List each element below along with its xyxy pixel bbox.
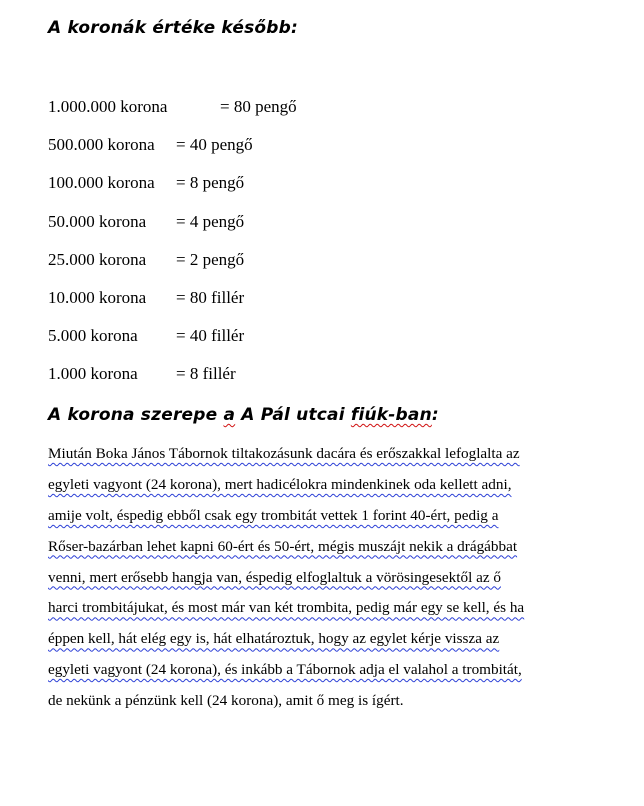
rate-row: [48, 363, 297, 401]
heading-korona-role: [48, 405, 439, 425]
paragraph-line-text: harci trombitájukat, és most már van két trombita, pedig már egy se kell, és ha: [48, 599, 525, 617]
paragraph-line: [48, 537, 608, 568]
rate-amount: 10.000 korona: [48, 287, 147, 307]
rate-row: [48, 211, 297, 249]
rate-amount: 1.000 korona: [48, 364, 138, 384]
rate-equals: = 80 pengő: [220, 97, 297, 116]
paragraph-line: [48, 629, 608, 660]
rate-row: [48, 134, 297, 172]
rate-equals: = 4 pengő: [176, 211, 245, 231]
paragraph-line-text: Miután Boka János Tábornok tiltakozásunk dacára és erőszakkal lefoglalta az: [48, 445, 520, 462]
heading-part-flagged: fiúk-ban: [350, 405, 432, 425]
heading-part-flagged: a: [223, 405, 236, 425]
paragraph-line: [48, 691, 608, 722]
paragraph-line-text: amije volt, éspedig ebből csak egy trombitát vettek 1 forint 40-ért, pedig a: [48, 506, 499, 524]
rate-row: [48, 96, 297, 134]
paragraph-line: [48, 660, 608, 691]
paragraph-line: [48, 475, 608, 506]
rate-row: [48, 287, 297, 325]
rate-equals: = 8 fillér: [176, 364, 236, 384]
rate-equals: = 8 pengő: [176, 173, 245, 193]
exchange-rate-list: [48, 96, 297, 402]
rate-amount: 500.000 korona: [48, 135, 155, 155]
story-paragraph: [48, 444, 608, 722]
paragraph-line: [48, 568, 608, 599]
paragraph-line: [48, 598, 608, 629]
paragraph-line: [48, 444, 608, 475]
heading-later-values: A koronák értéke később:: [48, 18, 298, 38]
rate-equals: = 2 pengő: [176, 249, 245, 269]
rate-amount: 50.000 korona: [48, 211, 147, 231]
rate-row: [48, 325, 297, 363]
paragraph-line: [48, 506, 608, 537]
heading-part: :: [431, 405, 439, 425]
heading-part: A korona szerepe: [48, 405, 224, 425]
rate-amount: 100.000 korona: [48, 173, 155, 193]
paragraph-line-text: Rőser-bazárban lehet kapni 60-ért és 50-ért, mégis muszájt nekik a drágábbat: [48, 537, 518, 555]
paragraph-line-text: de nekünk a pénzünk kell (24 korona), amit ő meg is ígért.: [48, 692, 404, 710]
rate-equals: = 40 fillér: [176, 326, 245, 346]
paragraph-line-text: egyleti vagyont (24 korona), és inkább a Tábornok adja el valahol a trombitát,: [48, 661, 522, 679]
rate-amount: 1.000.000 korona: [48, 97, 168, 116]
rate-row: [48, 172, 297, 210]
rate-amount: 25.000 korona: [48, 249, 147, 269]
paragraph-line-text: éppen kell, hát elég egy is, hát elhatároztuk, hogy az egylet kérje vissza az: [48, 630, 500, 648]
rate-amount: 5.000 korona: [48, 326, 138, 346]
paragraph-line-text: venni, mert erősebb hangja van, éspedig elfoglaltuk a vörösingesektől az ő: [48, 568, 501, 586]
heading-part: A Pál utcai: [235, 405, 351, 425]
paragraph-line-text: egyleti vagyont (24 korona), mert hadicélokra mindenkinek oda kellett adni,: [48, 475, 512, 493]
rate-equals: = 40 pengő: [176, 135, 253, 155]
rate-row: [48, 249, 297, 287]
rate-equals: = 80 fillér: [176, 287, 245, 307]
